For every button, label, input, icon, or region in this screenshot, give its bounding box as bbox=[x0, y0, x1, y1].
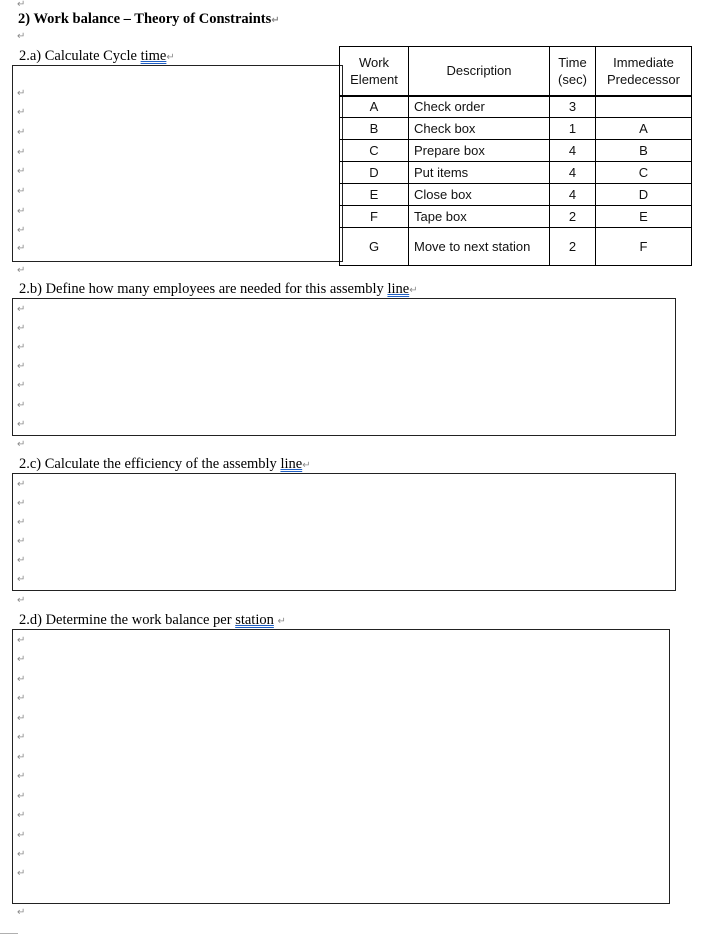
cell-time: 4 bbox=[550, 140, 596, 162]
paragraph-mark: ↵ bbox=[17, 186, 26, 197]
paragraph-mark: ↵ bbox=[17, 225, 26, 236]
table-header-row bbox=[340, 47, 692, 96]
cell-time: 4 bbox=[550, 162, 596, 184]
cell-predecessor: B bbox=[596, 140, 692, 162]
paragraph-mark: ↵ bbox=[17, 147, 26, 158]
paragraph-mark: ↵ bbox=[17, 400, 26, 411]
paragraph-mark: ↵ bbox=[17, 595, 26, 606]
paragraph-mark: ↵ bbox=[17, 304, 26, 315]
question-2b: 2.b) Define how many employees are needed for this assembly line↵ bbox=[19, 281, 418, 297]
paragraph-mark: ↵ bbox=[17, 693, 26, 704]
paragraph-mark: ↵ bbox=[17, 732, 26, 743]
paragraph-mark: ↵ bbox=[17, 206, 26, 217]
paragraph-mark: ↵ bbox=[17, 419, 26, 430]
table-row bbox=[340, 162, 692, 184]
cell-time: 3 bbox=[550, 96, 596, 118]
cell-element: F bbox=[340, 206, 409, 228]
paragraph-mark: ↵ bbox=[17, 752, 26, 763]
cell-description: Check order bbox=[409, 96, 550, 118]
cell-predecessor: A bbox=[596, 118, 692, 140]
question-2a: 2.a) Calculate Cycle time↵ bbox=[19, 48, 175, 64]
paragraph-mark: ↵ bbox=[17, 439, 26, 450]
paragraph-mark: ↵ bbox=[17, 88, 26, 99]
cell-element: C bbox=[340, 140, 409, 162]
paragraph-mark: ↵ bbox=[17, 265, 26, 276]
table-row bbox=[340, 228, 692, 266]
paragraph-mark: ↵ bbox=[17, 479, 26, 490]
cell-description: Close box bbox=[409, 184, 550, 206]
paragraph-mark: ↵ bbox=[17, 361, 26, 372]
cell-description: Put items bbox=[409, 162, 550, 184]
answer-box-2c[interactable] bbox=[12, 473, 676, 591]
cell-description: Prepare box bbox=[409, 140, 550, 162]
cell-predecessor: C bbox=[596, 162, 692, 184]
paragraph-mark: ↵ bbox=[17, 868, 26, 879]
paragraph-mark: ↵ bbox=[17, 0, 26, 10]
paragraph-mark: ↵ bbox=[17, 243, 26, 254]
question-2c: 2.c) Calculate the efficiency of the assembly line↵ bbox=[19, 456, 311, 472]
answer-box-2a[interactable] bbox=[12, 65, 343, 262]
paragraph-mark: ↵ bbox=[17, 342, 26, 353]
header-description: Description bbox=[409, 47, 550, 96]
cell-element: D bbox=[340, 162, 409, 184]
page-corner-marker bbox=[0, 933, 18, 937]
answer-box-2b[interactable] bbox=[12, 298, 676, 436]
paragraph-mark: ↵ bbox=[17, 536, 26, 547]
table-row bbox=[340, 96, 692, 118]
cell-time: 2 bbox=[550, 228, 596, 266]
cell-element: A bbox=[340, 96, 409, 118]
table-row bbox=[340, 118, 692, 140]
paragraph-mark: ↵ bbox=[17, 574, 26, 585]
cell-element: B bbox=[340, 118, 409, 140]
paragraph-mark: ↵ bbox=[17, 498, 26, 509]
cell-time: 1 bbox=[550, 118, 596, 140]
paragraph-mark: ↵ bbox=[17, 323, 26, 334]
table-row bbox=[340, 140, 692, 162]
header-time: Time (sec) bbox=[550, 47, 596, 96]
paragraph-mark: ↵ bbox=[17, 810, 26, 821]
cell-time: 4 bbox=[550, 184, 596, 206]
cell-predecessor: D bbox=[596, 184, 692, 206]
paragraph-mark: ↵ bbox=[17, 107, 26, 118]
paragraph-mark: ↵ bbox=[17, 849, 26, 860]
paragraph-mark: ↵ bbox=[17, 830, 26, 841]
paragraph-mark: ↵ bbox=[17, 907, 26, 918]
cell-time: 2 bbox=[550, 206, 596, 228]
cell-predecessor: F bbox=[596, 228, 692, 266]
paragraph-mark: ↵ bbox=[17, 674, 26, 685]
paragraph-mark: ↵ bbox=[17, 166, 26, 177]
cell-description: Check box bbox=[409, 118, 550, 140]
section-heading: 2) Work balance – Theory of Constraints↵ bbox=[18, 11, 280, 27]
answer-box-2d[interactable] bbox=[12, 629, 670, 904]
cell-description: Move to next station bbox=[409, 228, 550, 266]
paragraph-mark: ↵ bbox=[17, 791, 26, 802]
cell-element: G bbox=[340, 228, 409, 266]
paragraph-mark: ↵ bbox=[17, 713, 26, 724]
paragraph-mark: ↵ bbox=[17, 654, 26, 665]
paragraph-mark: ↵ bbox=[17, 555, 26, 566]
header-predecessor: Immediate Predecessor bbox=[596, 47, 692, 96]
paragraph-mark: ↵ bbox=[17, 635, 26, 646]
table-row bbox=[340, 206, 692, 228]
paragraph-mark: ↵ bbox=[17, 127, 26, 138]
paragraph-mark: ↵ bbox=[17, 517, 26, 528]
cell-description: Tape box bbox=[409, 206, 550, 228]
work-element-table bbox=[339, 46, 692, 266]
paragraph-mark: ↵ bbox=[17, 380, 26, 391]
header-work-element: Work Element bbox=[340, 47, 409, 96]
paragraph-mark: ↵ bbox=[17, 31, 26, 42]
cell-predecessor: E bbox=[596, 206, 692, 228]
question-2d: 2.d) Determine the work balance per station ↵ bbox=[19, 612, 286, 628]
cell-predecessor bbox=[596, 96, 692, 118]
table-row bbox=[340, 184, 692, 206]
cell-element: E bbox=[340, 184, 409, 206]
paragraph-mark: ↵ bbox=[17, 771, 26, 782]
